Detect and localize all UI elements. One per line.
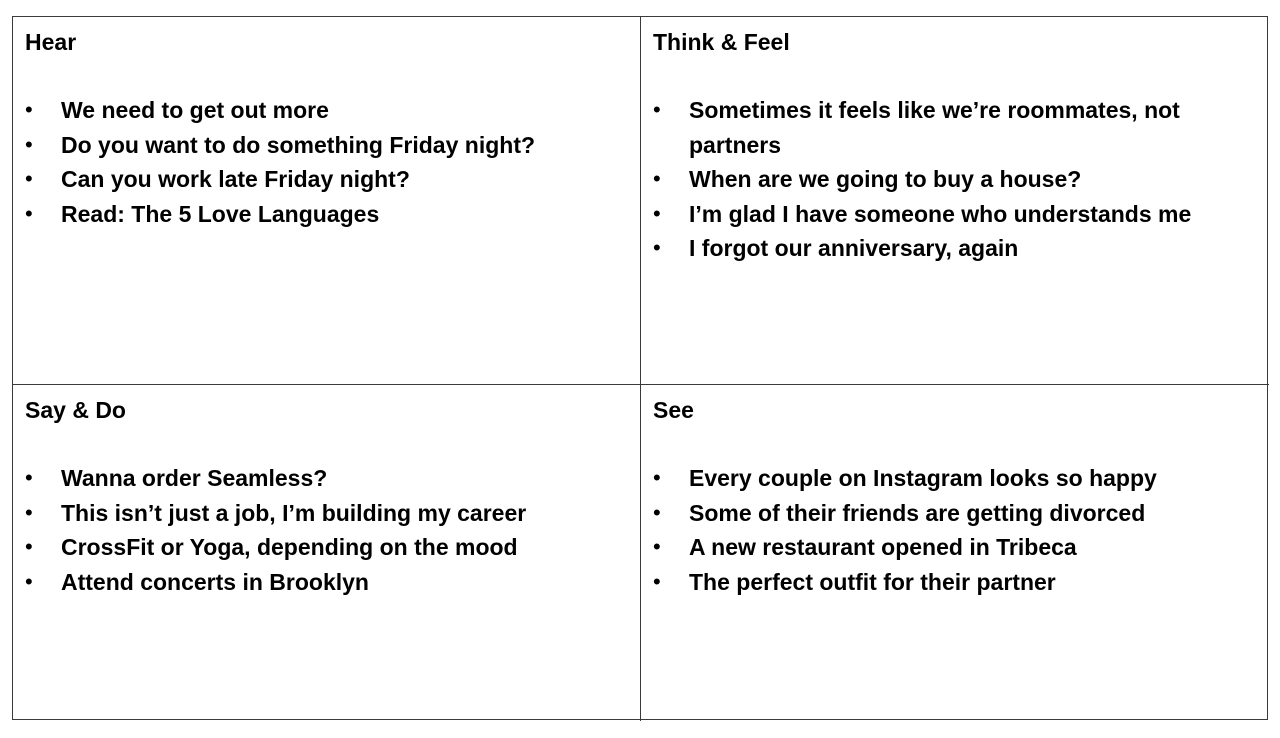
list-item	[25, 197, 628, 232]
bullet-icon: •	[25, 166, 33, 191]
list-item-text: A new restaurant opened in Tribeca	[689, 534, 1077, 560]
bullet-icon: •	[653, 200, 661, 226]
quadrant-list-think-feel	[653, 93, 1257, 266]
quadrant-list-see	[653, 461, 1257, 599]
list-item	[653, 162, 1257, 197]
bullet-icon: •	[653, 499, 661, 525]
quadrant-list-say-do	[25, 461, 628, 599]
list-item-text: CrossFit or Yoga, depending on the mood	[61, 534, 518, 560]
list-item-text: This isn’t just a job, I’m building my career	[61, 499, 527, 526]
bullet-icon: •	[25, 131, 33, 157]
bullet-icon: •	[25, 465, 33, 490]
list-item	[25, 530, 628, 565]
list-item-text: Can you work late Friday night?	[61, 166, 410, 192]
list-item-text: Every couple on Instagram looks so happy	[689, 465, 1157, 491]
list-item-text: Read: The 5 Love Languages	[61, 200, 380, 227]
bullet-icon: •	[25, 568, 33, 594]
list-item	[653, 93, 1257, 162]
list-item-text: I’m glad I have someone who understands me	[689, 200, 1192, 227]
bullet-icon: •	[25, 499, 33, 525]
quadrant-title-see: See	[653, 397, 694, 423]
bullet-icon: •	[653, 534, 661, 559]
quadrant-think-feel	[641, 17, 1269, 385]
list-item	[653, 565, 1257, 600]
quadrant-title-hear: Hear	[25, 29, 77, 55]
list-item-text: When are we going to buy a house?	[689, 166, 1082, 192]
list-item	[25, 461, 628, 496]
list-item	[653, 197, 1257, 232]
list-item	[25, 496, 628, 531]
bullet-icon: •	[653, 465, 661, 490]
list-item	[25, 565, 628, 600]
bullet-icon: •	[25, 97, 33, 122]
list-item-text: Wanna order Seamless?	[61, 465, 328, 491]
bullet-icon: •	[653, 235, 661, 260]
bullet-icon: •	[25, 534, 33, 559]
list-item-text: The perfect outfit for their partner	[689, 568, 1056, 595]
quadrant-hear	[13, 17, 641, 385]
quadrant-say-do	[13, 385, 641, 721]
list-item	[25, 93, 628, 128]
quadrant-list-hear	[25, 93, 628, 231]
quadrant-title-think-feel: Think & Feel	[653, 29, 790, 55]
list-item-text: We need to get out more	[61, 97, 329, 123]
list-item	[25, 162, 628, 197]
list-item	[653, 231, 1257, 266]
empathy-map-grid	[12, 16, 1268, 720]
list-item	[653, 461, 1257, 496]
list-item	[653, 530, 1257, 565]
list-item-text: Some of their friends are getting divorced	[689, 499, 1146, 526]
bullet-icon: •	[653, 97, 661, 122]
list-item-text: I forgot our anniversary, again	[689, 235, 1019, 261]
bullet-icon: •	[653, 568, 661, 594]
list-item-text: Do you want to do something Friday night?	[61, 131, 536, 158]
bullet-icon: •	[25, 200, 33, 226]
list-item-text: Attend concerts in Brooklyn	[61, 568, 369, 595]
list-item-text: Sometimes it feels like we’re roommates, not partners	[689, 97, 1180, 158]
quadrant-see	[641, 385, 1269, 721]
quadrant-title-say-do: Say & Do	[25, 397, 126, 423]
bullet-icon: •	[653, 166, 661, 191]
list-item	[25, 128, 628, 163]
list-item	[653, 496, 1257, 531]
